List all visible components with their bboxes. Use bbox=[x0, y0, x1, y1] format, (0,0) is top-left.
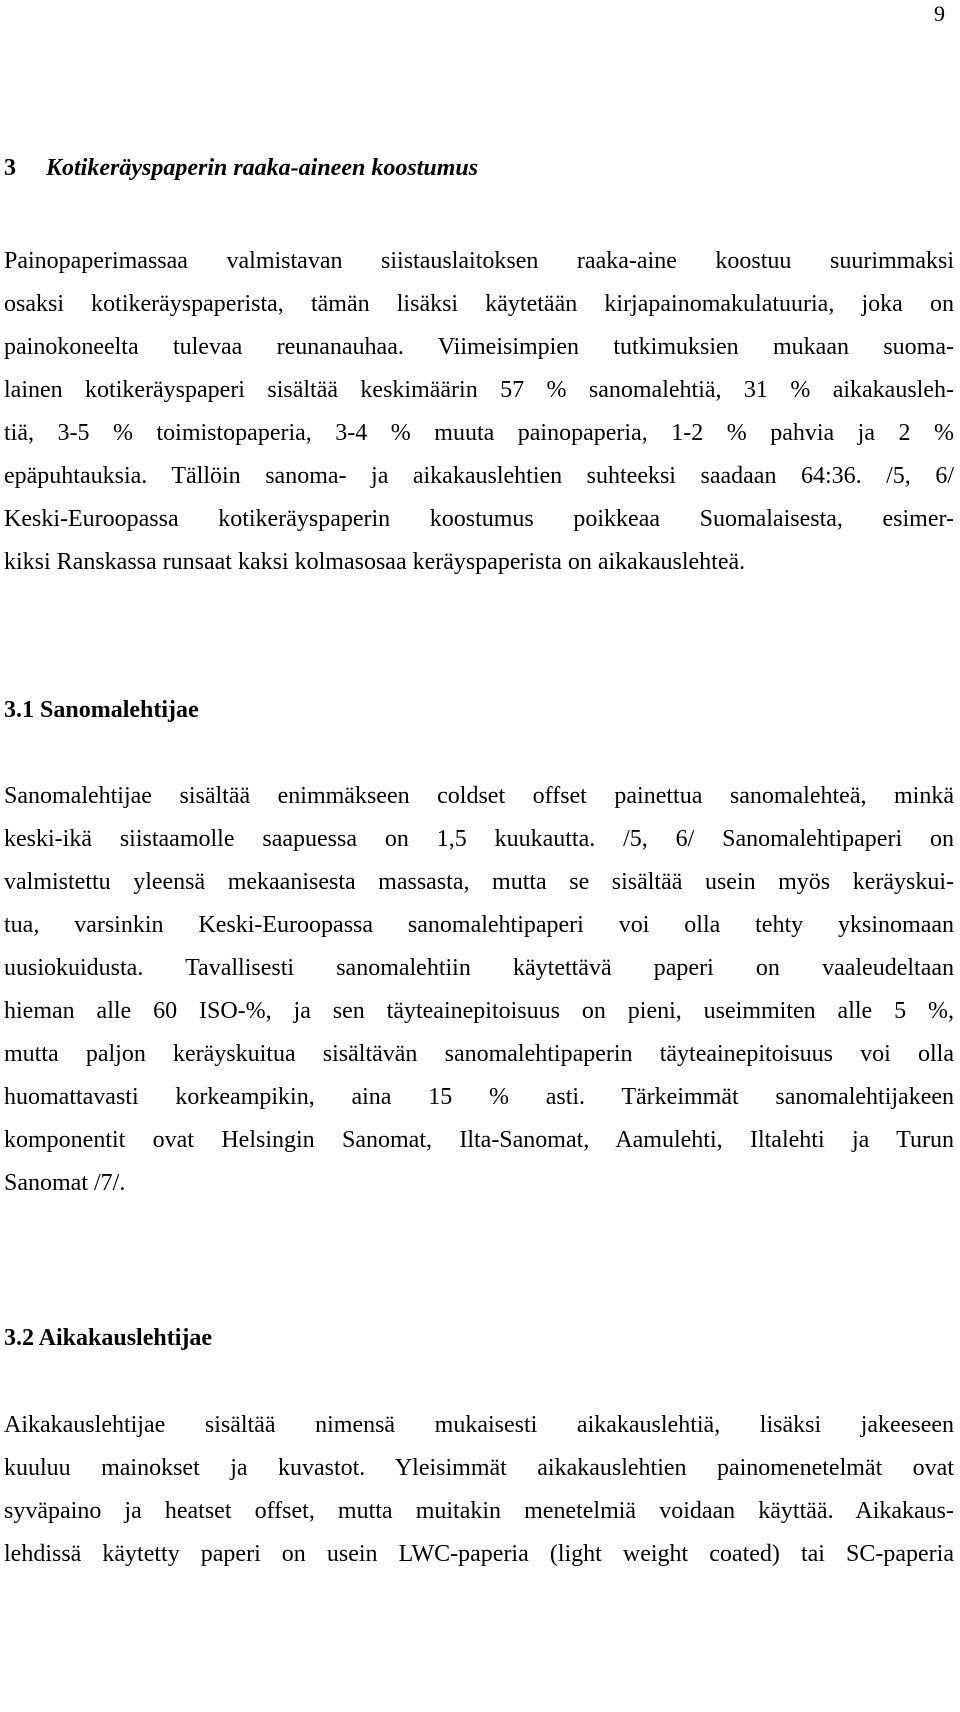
paragraph-line: kiksi Ranskassa runsaat kaksi kolmasosaa keräyspaperista on aikakauslehteä. bbox=[4, 549, 746, 575]
paragraph-line: lehdissä käytetty paperi on usein LWC-paperia (light weight coated) tai SC-paperia bbox=[4, 1541, 954, 1567]
section-3-2-paragraph bbox=[4, 1404, 954, 1576]
paragraph-line: epäpuhtauksia. Tällöin sanoma- ja aikakauslehtien suhteeksi saadaan 64:36. /5, 6/ bbox=[4, 463, 954, 489]
paragraph-line: lainen kotikeräyspaperi sisältää keskimäärin 57 % sanomalehtiä, 31 % aikakausleh- bbox=[4, 377, 954, 403]
section-3-number: 3 bbox=[4, 155, 16, 181]
section-3-heading bbox=[4, 155, 478, 182]
paragraph-line: tua, varsinkin Keski-Euroopassa sanomalehtipaperi voi olla tehty yksinomaan bbox=[4, 912, 954, 938]
paragraph-line: huomattavasti korkeampikin, aina 15 % asti. Tärkeimmät sanomalehtijakeen bbox=[4, 1084, 954, 1110]
paragraph-line: valmistettu yleensä mekaanisesta massasta, mutta se sisältää usein myös keräyskui- bbox=[4, 869, 954, 895]
paragraph-line: Keski-Euroopassa kotikeräyspaperin koostumus poikkeaa Suomalaisesta, esimer- bbox=[4, 506, 954, 532]
paragraph-line: kuuluu mainokset ja kuvastot. Yleisimmät aikakauslehtien painomenetelmät ovat bbox=[4, 1455, 954, 1481]
paragraph-line: hieman alle 60 ISO-%, ja sen täyteainepitoisuus on pieni, useimmiten alle 5 %, bbox=[4, 998, 954, 1024]
paragraph-line: syväpaino ja heatset offset, mutta muitakin menetelmiä voidaan käyttää. Aikakaus- bbox=[4, 1498, 954, 1524]
paragraph-line: Painopaperimassaa valmistavan siistauslaitoksen raaka-aine koostuu suurimmaksi bbox=[4, 248, 954, 274]
paragraph-line: keski-ikä siistaamolle saapuessa on 1,5 kuukautta. /5, 6/ Sanomalehtipaperi on bbox=[4, 826, 954, 852]
paragraph-line: painokoneelta tulevaa reunanauhaa. Viimeisimpien tutkimuksien mukaan suoma- bbox=[4, 334, 954, 360]
section-3-2-heading: 3.2 Aikakauslehtijae bbox=[4, 1325, 213, 1351]
paragraph-line: osaksi kotikeräyspaperista, tämän lisäksi käytetään kirjapainomakulatuuria, joka on bbox=[4, 291, 954, 317]
paragraph-line: uusiokuidusta. Tavallisesti sanomalehtiin käytettävä paperi on vaaleudeltaan bbox=[4, 955, 954, 981]
section-3-1-heading: 3.1 Sanomalehtijae bbox=[4, 697, 199, 723]
section-3-paragraph bbox=[4, 240, 954, 584]
paragraph-line: tiä, 3-5 % toimistopaperia, 3-4 % muuta painopaperia, 1-2 % pahvia ja 2 % bbox=[4, 420, 954, 446]
page-number: 9 bbox=[934, 1, 945, 26]
paragraph-line: Sanomalehtijae sisältää enimmäkseen coldset offset painettua sanomalehteä, minkä bbox=[4, 783, 954, 809]
section-3-1-paragraph bbox=[4, 775, 954, 1205]
paragraph-line: Sanomat /7/. bbox=[4, 1170, 126, 1196]
section-3-title: Kotikeräyspaperin raaka-aineen koostumus bbox=[46, 155, 479, 181]
paragraph-line: komponentit ovat Helsingin Sanomat, Ilta-Sanomat, Aamulehti, Iltalehti ja Turun bbox=[4, 1127, 954, 1153]
paragraph-line: mutta paljon keräyskuitua sisältävän sanomalehtipaperin täyteainepitoisuus voi olla bbox=[4, 1041, 954, 1067]
paragraph-line: Aikakauslehtijae sisältää nimensä mukaisesti aikakauslehtiä, lisäksi jakeeseen bbox=[4, 1412, 954, 1438]
